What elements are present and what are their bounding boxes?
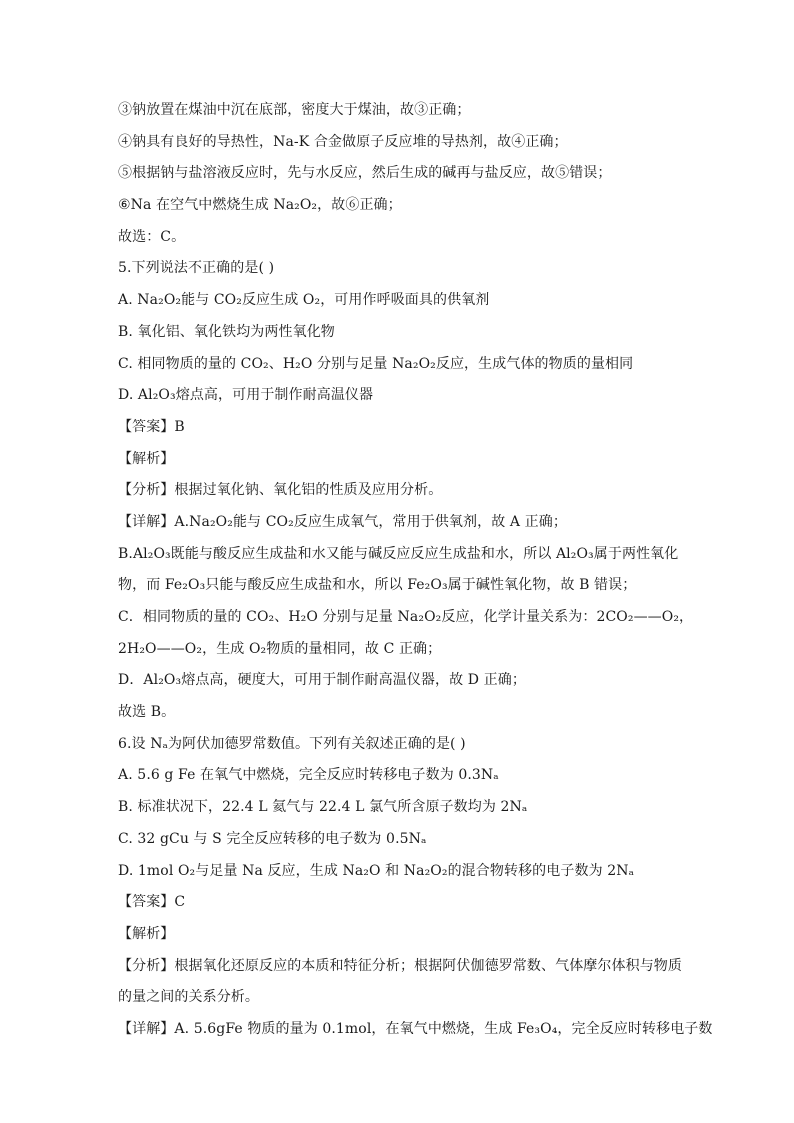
- option-b: B. 氧化铝、氧化铁均为两性氧化物: [118, 323, 335, 340]
- text-line: ④钠具有良好的导热性，Na-K 合金做原子反应堆的导热剂，故④正确；: [118, 133, 568, 150]
- detail-text: 物，而 Fe₂O₃只能与酸反应生成盐和水，所以 Fe₂O₃属于碱性氧化物，故 B 错误；: [118, 577, 637, 594]
- analysis-label: 【解析】: [118, 450, 175, 467]
- analysis-text: 【分析】根据过氧化钠、氧化铝的性质及应用分析。: [118, 482, 443, 499]
- option-c: C. 相同物质的量的 CO₂、H₂O 分别与足量 Na₂O₂反应，生成气体的物质的量相同: [118, 355, 634, 372]
- option-b: B. 标准状况下，22.4 L 氦气与 22.4 L 氯气所含原子数均为 2Nₐ: [118, 799, 528, 816]
- option-c: C. 32 gCu 与 S 完全反应转移的电子数为 0.5Nₐ: [118, 830, 427, 847]
- analysis-text: 【分析】根据氧化还原反应的本质和特征分析；根据阿伏伽德罗常数、气体摩尔体积与物质: [118, 957, 682, 974]
- option-a: A. 5.6 g Fe 在氧气中燃烧，完全反应时转移电子数为 0.3Nₐ: [118, 767, 499, 784]
- answer-label: 【答案】B: [118, 418, 185, 435]
- text-line: ⑥Na 在空气中燃烧生成 Na₂O₂，故⑥正确；: [118, 197, 402, 214]
- answer-label: 【答案】C: [118, 894, 186, 911]
- question-stem: 6.设 Nₐ为阿伏加德罗常数值。下列有关叙述正确的是( ): [118, 735, 466, 752]
- analysis-text: 的量之间的关系分析。: [118, 989, 259, 1006]
- detail-text: 【详解】A.Na₂O₂能与 CO₂反应生成氧气，常用于供氧剂，故 A 正确；: [118, 513, 567, 530]
- detail-text: 2H₂O——O₂，生成 O₂物质的量相同，故 C 正确；: [118, 640, 442, 657]
- detail-text: D．Al₂O₃熔点高，硬度大，可用于制作耐高温仪器，故 D 正确；: [118, 672, 526, 689]
- detail-text: B.Al₂O₃既能与酸反应生成盐和水又能与碱反应反应生成盐和水，所以 Al₂O₃属于两性氧化: [118, 545, 679, 562]
- question-stem: 5.下列说法不正确的是( ): [118, 260, 275, 277]
- option-a: A. Na₂O₂能与 CO₂反应生成 O₂，可用作呼吸面具的供氧剂: [118, 292, 490, 309]
- text-line: 故选：C。: [118, 228, 186, 245]
- option-d: D. Al₂O₃熔点高，可用于制作耐高温仪器: [118, 387, 374, 404]
- detail-text: 故选 B。: [118, 704, 176, 721]
- detail-text: C．相同物质的量的 CO₂、H₂O 分别与足量 Na₂O₂反应，化学计量关系为：2CO₂——O₂，: [118, 609, 694, 625]
- detail-text: 【详解】A. 5.6gFe 物质的量为 0.1mol，在氧气中燃烧，生成 Fe₃O₄，完全反应时转移电子数: [118, 1020, 713, 1037]
- analysis-label: 【解析】: [118, 925, 175, 942]
- document-page: [118, 100, 713, 1051]
- text-line: ③钠放置在煤油中沉在底部，密度大于煤油，故③正确；: [118, 102, 471, 118]
- text-line: ⑤根据钠与盐溶液反应时，先与水反应，然后生成的碱再与盐反应，故⑤错误；: [118, 165, 612, 182]
- option-d: D. 1mol O₂与足量 Na 反应，生成 Na₂O 和 Na₂O₂的混合物转移的电子数为 2Nₐ: [118, 862, 635, 879]
